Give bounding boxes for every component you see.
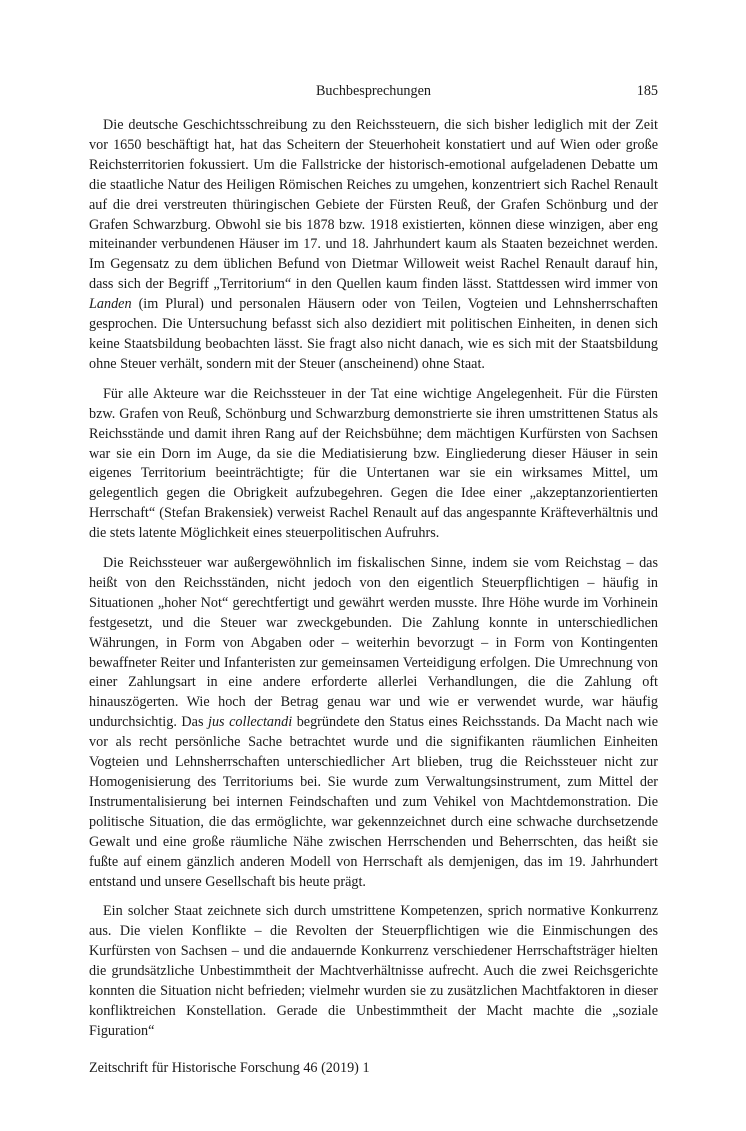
italic-term: Landen xyxy=(89,296,132,313)
text-run: begründete den Status eines Reichsstands. Da Macht nach wie vor als recht persönliche Sache betrachtet wurde und die signifikanten räumlichen Einheiten Vogteien und Lehnsherrschaften unterschiedlicher Art blieben, trug die Reichssteuer nicht zur Homogenisierung des Territoriums bei. Sie wurde zum Verwaltungsinstrument, zum Mittel der Instrumentalisierung bei internen Feindschaften und zum Vehikel von Machtdemonstration. Die politische Situation, die das ermöglichte, war gekennzeichnet durch eine schwache durchsetzende Gewalt und eine große räumliche Nähe zwischen Herrschenden und Beherrschten, das heißt sie fußte auf einem gänzlich anderen Modell von Herrschaft als demjenigen, das im 19. Jahrhundert entstand und unsere Gesellschaft bis heute prägt. xyxy=(89,714,659,890)
text-run: (im Plural) und personalen Häusern oder von Teilen, Vogteien und Lehnsherrschaften gesprochen. Die Untersuchung befasst sich also dezidiert mit politischen Einheiten, in denen sich keine Staatsbildung beobachten lässt. Sie fragt also nicht danach, wie es sich mit der Staatsbildung ohne Steuer verhält, sondern mit der Steuer (anscheinend) ohne Staat. xyxy=(89,296,658,372)
text-run: Die deutsche Geschichtsschreibung zu den Reichssteuern, die sich bisher lediglich mit der Zeit vor 1650 beschäftigt hat, hat das Scheitern der Steuerhoheit konstatiert und auf Wien oder große Reichsterritorien fokussiert. Um die Fallstricke der historisch-emotional aufgeladenen Debatte um die staatliche Natur des Heiligen Römischen Reiches zu umgehen, konzentriert sich Rachel Renault auf die drei verstreuten thüringischen Gebiete der Fürsten Reuß, der Grafen Schönburg und der Grafen Schwarzburg. Obwohl sie bis 1878 bzw. 1918 existierten, können diese winzigen, aber eng miteinander verbundenen Häuser im 17. und 18. Jahrhundert kaum als Staaten bezeichnet werden. Im Gegensatz zu dem üblichen Befund von Dietmar Willoweit weist Rachel Renault darauf hin, dass sich der Begriff „Territorium“ in den Quellen kaum finden lässt. Stattdessen wird immer von xyxy=(89,117,658,293)
italic-term: jus collectandi xyxy=(208,714,293,731)
running-title: Buchbesprechungen xyxy=(315,83,432,99)
paragraph xyxy=(89,385,658,544)
paragraph xyxy=(89,554,658,892)
body-text xyxy=(89,116,658,1042)
text-run: Ein solcher Staat zeichnete sich durch umstrittene Kompetenzen, sprich normative Konkurrenz aus. Die vielen Konflikte – die Revolten der Steuerpflichtigen wie die Einmischungen des Kurfürsten von Sachsen – und die andauernde Konkurrenz verschiedener Herrschaftsträger hielten die grundsätzliche Unbestimmtheit der Machtverhältnisse aufrecht. Auch die zwei Reichsgerichte konnten die Situation nicht befrieden; vielmehr wurden sie zu zusätzlichen Machtfaktoren in dieser konfliktreichen Konstellation. Gerade die Unbestimmtheit der Macht machte die „soziale Figuration“ xyxy=(89,903,658,1039)
journal-citation: Zeitschrift für Historische Forschung 46 (2019) 1 xyxy=(89,1060,370,1076)
page-number: 185 xyxy=(636,83,658,99)
text-run: Für alle Akteure war die Reichssteuer in der Tat eine wichtige Angelegenheit. Für die Fürsten bzw. Grafen von Reuß, Schönburg und Schwarzburg demonstrierte sie ihren umstrittenen Status als Reichsstände und damit ihren Rang auf der Reichsbühne; dem mächtigen Kurfürsten von Sachsen war sie ein Dorn im Auge, da sie die Mediatisierung bzw. Eingliederung dieser Häuser in sein eigenes Territorium beeinträchtigte; für die Untertanen war sie ein wirksames Mittel, um gelegentlich gegen die Obrigkeit aufzubegehren. Gegen die Idee einer „akzeptanzorientierten Herrschaft“ (Stefan Brakensiek) verweist Rachel Renault auf das angespannte Kräfteverhältnis und die stets latente Möglichkeit eines steuerpolitischen Aufruhrs. xyxy=(89,385,658,542)
document-page xyxy=(89,80,658,1052)
paragraph xyxy=(89,902,658,1041)
text-run: Die Reichssteuer war außergewöhnlich im fiskalischen Sinne, indem sie vom Reichstag – das heißt von den Reichsständen, nicht jedoch von den eigentlich Steuerpflichtigen – häufig in Situationen „hoher Not“ gerechtfertigt und gewährt werden musste. Ihre Höhe wurde im Vorhinein festgesetzt, und die Steuer war zweckgebunden. Die Zahlung konnte in unterschiedlichen Währungen, in Form von Abgaben oder – weiterhin bevorzugt – in Form von Kontingenten bewaffneter Reiter und Infanteristen zur gemeinsamen Verteidigung erfolgen. Die Umrechnung von einer Zahlungsart in eine andere erforderte allerlei Verhandlungen, die die Zahlung oft hinauszögerten. Wie hoch der Betrag genau war und wie er verwendet wurde, war häufig undurchsichtig. Das xyxy=(89,555,658,731)
running-header xyxy=(89,80,658,102)
paragraph xyxy=(89,116,658,375)
